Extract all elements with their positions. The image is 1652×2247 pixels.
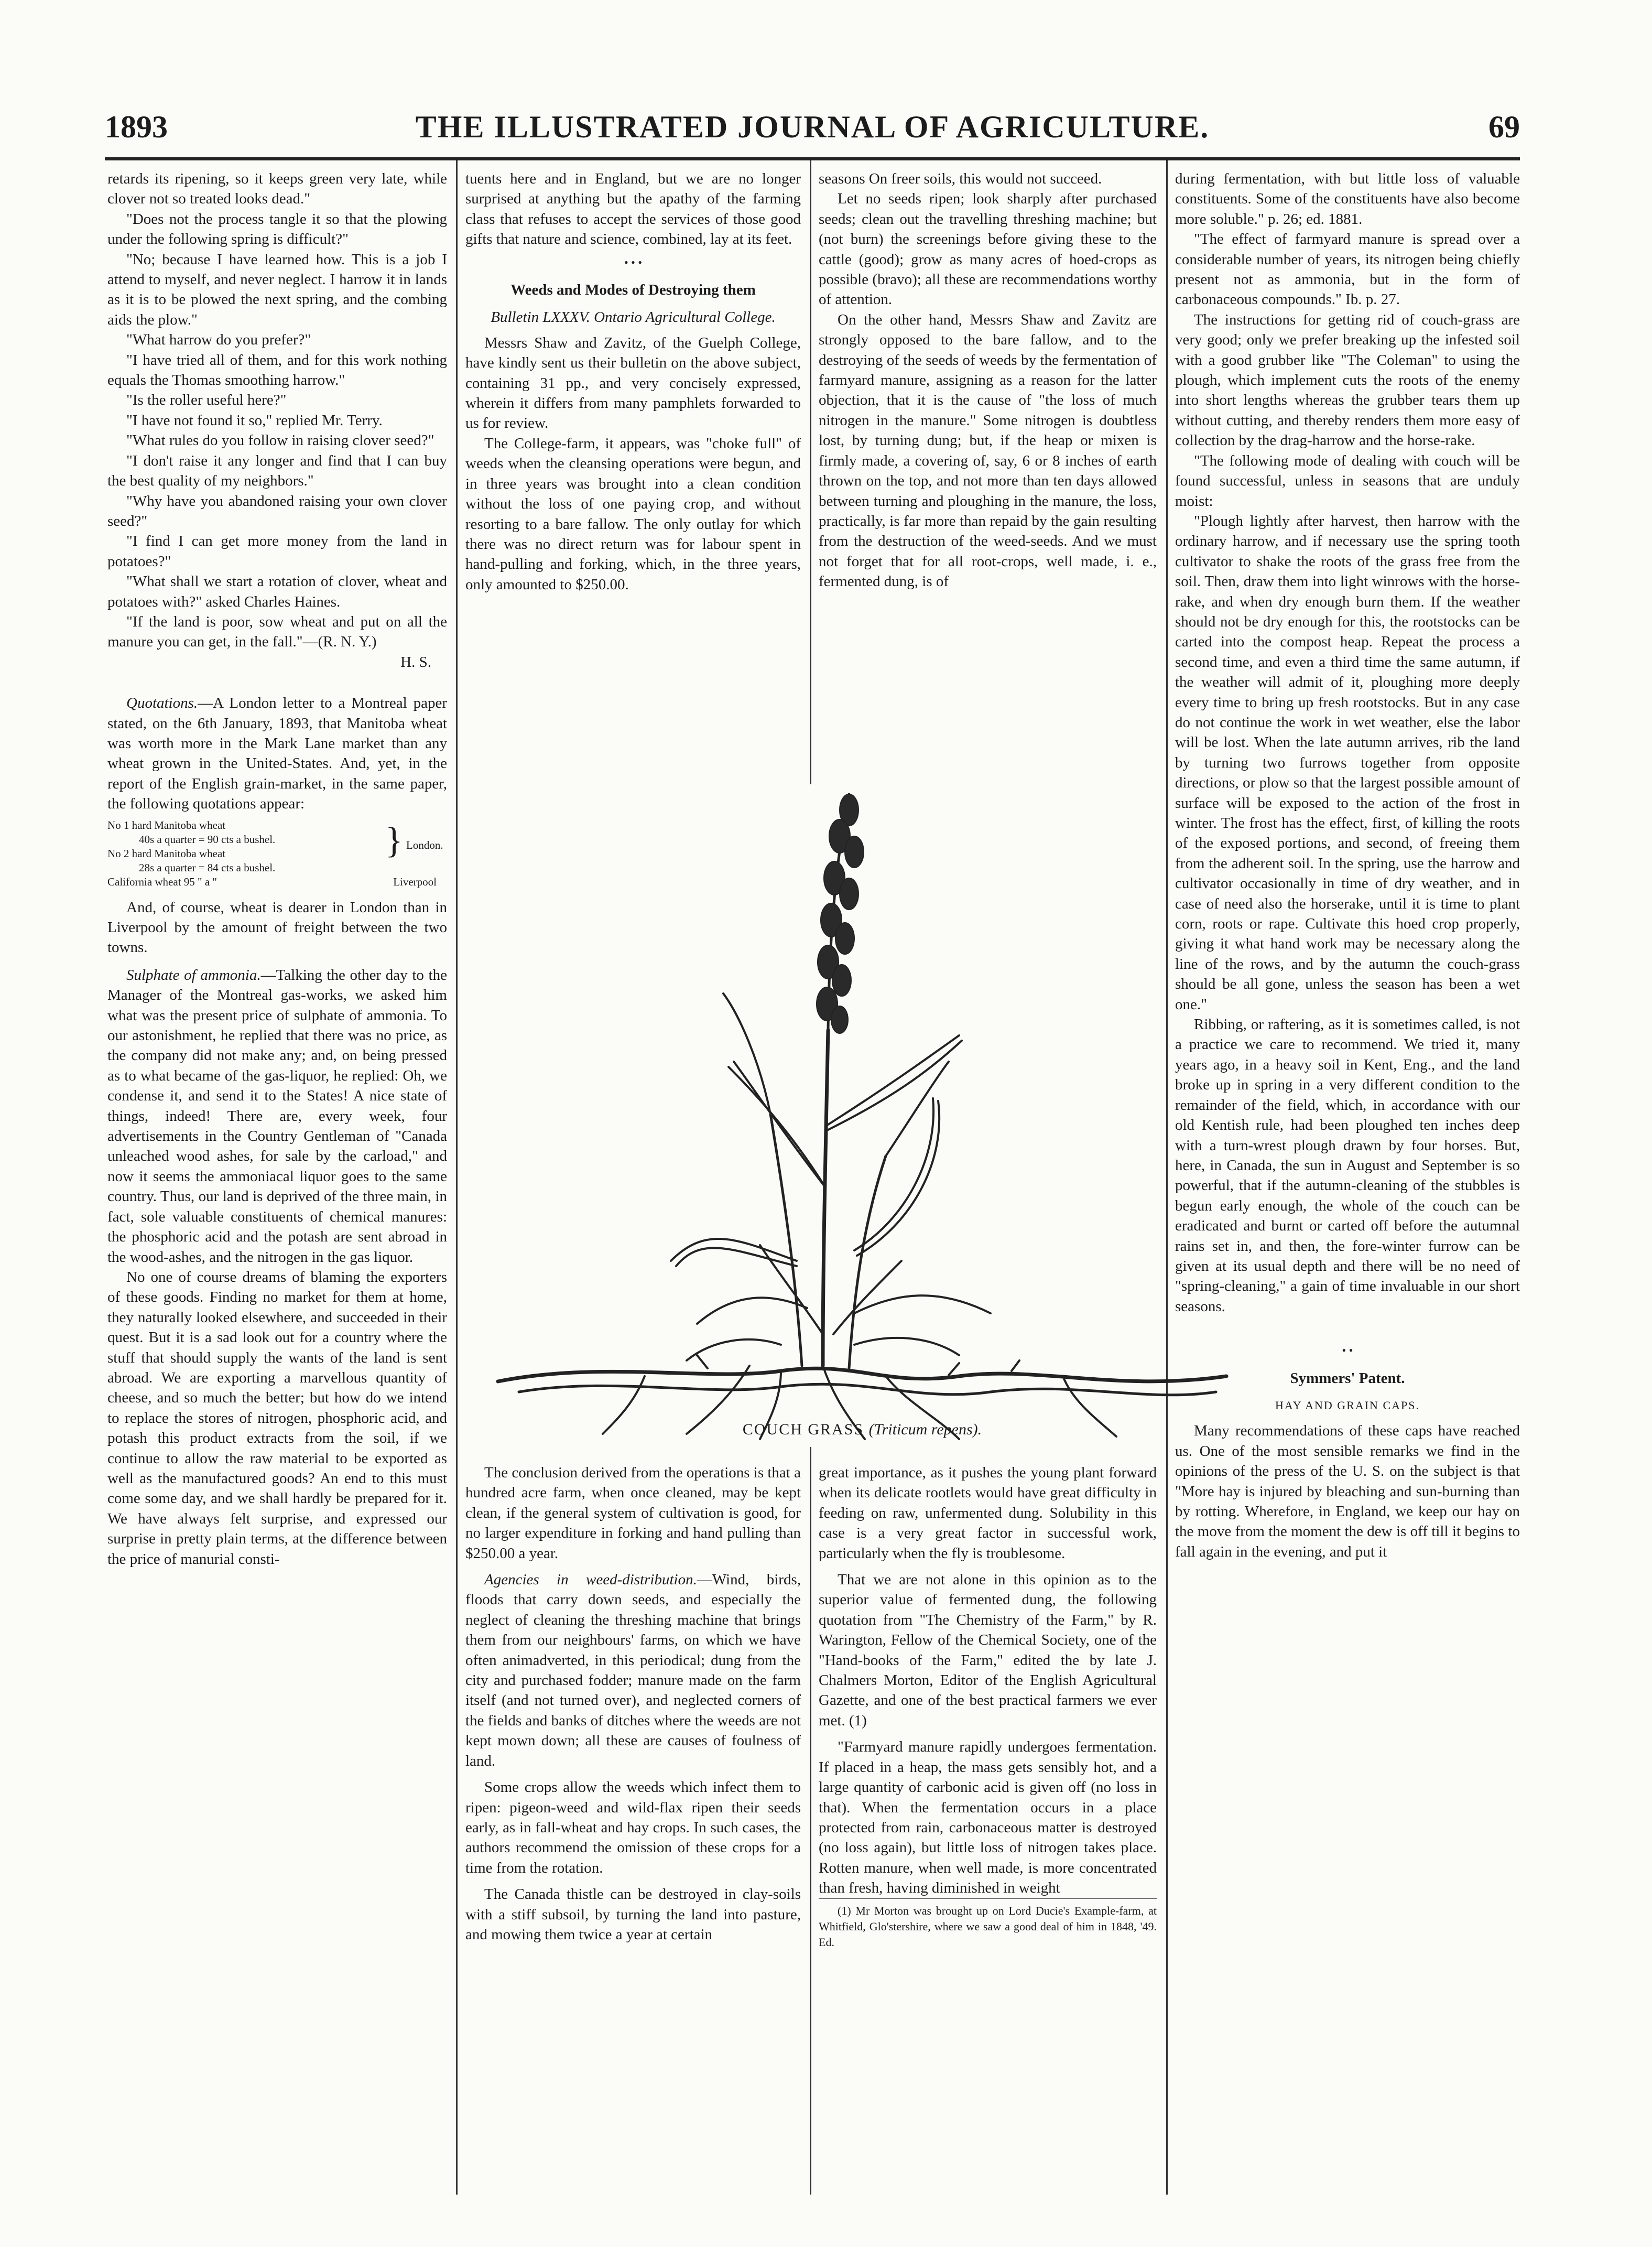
section-heading: Symmers' Patent. [1290,1369,1405,1387]
paragraph-body: —Wind, birds, floods that carry down seeds, and especially the neglect of cleaning the threshing machine that brings them from our neighbours' farms, on which we have often animadverted, in this periodical; dung from the city and purchased fodder; manure made on the farm itself (and not turned over), and neglected corners of the fields and banks of ditches where the weeds are not kept mown down; all these are causes of foulness of land. [465,1571,801,1769]
paragraph: "No; because I have learned how. This is a job I attend to myself, and never neglect. I harrow it in lands as it is to be plowed the next spring, and the combing aids the plow." [107,251,447,328]
figure-caption [487,1421,1237,1439]
page-header [105,105,1520,152]
ornament: • • [1342,1344,1353,1357]
signature: H. S. [400,653,431,671]
paragraph [465,1570,801,1771]
paragraph: "I have tried all of them, and for this work nothing equals the Thomas smoothing harrow." [107,351,447,389]
paragraph-body: —Talking the other day to the Manager of the Montreal gas-works, we asked him what was the present price of sulphate of ammonia. To our astonishment, he replied that there was no price, as the company did not make any; and, on being pressed as to what became of the gas-liquor, he replied: Oh, we condense it, and send it to the States! A nice state of things, indeed! There are, every week, four advertisements in the Country Gentleman of "Canada unleached wood ashes, for sale by the carload," and now it seems the ammoniacal liquor goes to the same country. Thus, our land is deprived of the three main, in fact, sole valuable constituents of chemical manures: the phosphoric acid and the potash are sent abroad in the wood-ashes, and the nitrogen in the gas liquor. [107,966,447,1266]
quote-line: 40s a quarter = 90 cts a bushel. [139,833,276,846]
paragraph: "If the land is poor, sow wheat and put on all the manure you can get, in the fall."—(R. N. Y.) [107,613,447,651]
paragraph: Many recommendations of these caps have reached us. One of the most sensible remarks we find in the opinions of the press of the U. S. on the subject is that "More hay is injured by bleaching and sun-burning than by rotting. Wherefore, in England, we keep our hay on the move from the moment the dew is off till it begins to fall again in the evening, and put it [1175,1422,1520,1560]
column-3-lower [819,1463,1157,2202]
run-in-heading: Quotations. [126,695,198,712]
footnote: (1) Mr Morton was brought up on Lord Ducie's Example-farm, at Whitfield, Glo'stershire, where we saw a good deal of him in 1848, '49. Ed. [819,1898,1157,1950]
paragraph: "Is the roller useful here?" [126,392,287,409]
paragraph: "Does not the process tangle it so that the plowing under the following spring is difficult?" [107,210,447,248]
column-divider [810,160,811,784]
page-number: 69 [1488,110,1520,144]
paragraph: The instructions for getting rid of couch-grass are very good; only we prefer breaking up the infested soil with a good grubber like "The Coleman" to using the plough, which implement cuts the roots of the enemy into short lengths whereas the grubber tears them up without cutting, and thereby renders them more easy of collection by the drag-harrow and the horse-rake. [1175,311,1520,449]
column-4 [1175,169,1520,2203]
column-3-upper [819,169,1157,790]
paragraph: during fermentation, with but little loss of valuable constituents. Some of the constituents have also become more soluble." p. 26; ed. 1881. [1175,170,1520,228]
subheading: HAY AND GRAIN CAPS. [1275,1398,1420,1412]
paragraph: The College-farm, it appears, was "choke full" of weeds when the cleansing operations were begun, and in three years was brought into a clean condition without the loss of one paying crop, and without resorting to a bare fallow. The only outlay for which there was no direct return was for labour spent in hand-pulling and forking, which, in the three years, only amounted to $250.00. [465,435,801,593]
couch-grass-illustration [487,789,1237,1450]
paragraph: No one of course dreams of blaming the exporters of these goods. Finding no market for them at home, they naturally looked elsewhere, and succeeded in their quest. But it is a sad look out for a country where the stuff that should supply the wants of the land is sent abroad. We are exporting a marvellous quantity of cheese, and so much the better; but how do we intend to replace the stores of nitrogen, phosphoric acid, and potash this product extracts from the soil, if we continue to allow the raw material to be exported as well as the manufactured goods? An end to this must come some day, and we shall hardly be prepared for it. We have always felt surprise, and expressed our surprise in pretty plain terms, at the difference between the price of manurial consti- [107,1268,447,1568]
run-in-heading: Agencies in weed-distribution. [484,1571,697,1589]
paragraph: "Plough lightly after harvest, then harrow with the ordinary harrow, and if necessary use the spring tooth cultivator to shake the roots of the grass free from the soil. Then, draw them into light winrows with the horse-rake, and when dry enough burn them. If the weather should not be dry enough for this, the rootstocks can be carted into the compost heap. Repeat the process a second time, and even a third time the same autumn, if the weather will admit of it, ploughing more deeply every time to bring up fresh rootstocks. But in any case do not continue the work in wet weather, else the labor will be lost. When the late autumn arrives, rib the land by turning two furrows together from opposite directions, or plow so that the largest possible amount of surface will be exposed to the action of the frost in winter. The frost has the effect, first, of killing the roots of the exposed portions, and second, of freeing them from the adherent soil. In the spring, use the harrow and cultivator occasionally in time of dry weather, and in case of need also the horserake, until it is time to plant corn, roots or rape. Cultivate this hoed crop properly, giving it what hand work may be necessary along the line of the rows, and by the autumn the couch-grass should be all gone, unless the season has been a wet one." [1175,512,1520,1013]
year: 1893 [105,110,168,144]
paragraph: tuents here and in England, but we are no longer surprised at anything but the apathy of the farming class that refuses to accept the services of those good gifts that nature and science, combined, lay at its feet. [465,170,801,248]
ornament: • • • [624,255,643,269]
brace: } [385,820,403,861]
quote-line: No 1 hard Manitoba wheat [107,818,226,831]
paragraph: retards its ripening, so it keeps green very late, while clover not so treated looks dead." [107,170,447,208]
paragraph: "I don't raise it any longer and find that I can buy the best quality of my neighbors." [107,452,447,490]
paragraph: "What shall we start a rotation of clover, wheat and potatoes with?" asked Charles Haines. [107,573,447,610]
section-heading: Weeds and Modes of Destroying them [510,282,756,299]
paragraph [107,693,447,814]
paragraph: That we are not alone in this opinion as to the superior value of fermented dung, the following quotation from "The Chemistry of the Farm," by R. Warington, Fellow of the Chemical Society, one of the "Hand-books of the Farm," edited the by late J. Chalmers Morton, Editor of the English Agricultural Gazette, and one of the best practical farmers we ever met. (1) [819,1571,1157,1729]
market-name: London. [406,838,443,851]
paragraph: "What harrow do you prefer?" [126,331,311,349]
bulletin-title: Bulletin LXXXV. Ontario Agricultural College. [491,309,776,326]
paragraph: "The effect of farmyard manure is spread over a considerable number of years, its nitrogen being chiefly present not as ammonia, but in the form of carbonaceous compounds." Ib. p. 27. [1175,231,1520,308]
column-1 [107,169,447,2203]
paragraph: Ribbing, or raftering, as it is sometimes called, is not a practice we care to recommend. We tried it, many years ago, in a heavy soil in Kent, Eng., and the land broke up in spring in a very different condition to the remainder of the field, which, in accordance with our old Kentish rule, had been ploughed ten inches deep with a turn-wrest plough drawn by four horses. But, here, in Canada, the sun in August and September is so powerful, that if the autumn-cleaning of the stubbles is begun early enough, the whole of the couch can be eradicated and burnt or carted off before the autumnal rains set in, and then, the fore-winter furrow can be given at its usual depth and there will be no need of "spring-cleaning," a gain of time invaluable in our short seasons. [1175,1016,1520,1315]
paragraph: "Farmyard manure rapidly undergoes fermentation. If placed in a heap, the mass gets sensibly hot, and a large quantity of carbonic acid is given off (no loss in that). When the fermentation occurs in a place protected from rain, carbonaceous matter is destroyed (no loss again), but little loss of nitrogen takes place. Rotten manure, when well made, is more concentrated than fresh, having diminished in weight [819,1738,1157,1897]
paragraph: "The following mode of dealing with couch will be found successful, unless in seasons that are unduly moist: [1175,452,1520,510]
caption-latin: (Triticum repens). [868,1421,982,1438]
paragraph: The conclusion derived from the operations is that a hundred acre farm, when once cleaned, may be kept clean, if the general system of cultivation is good, for no larger expenditure in forking and hand pulling than $250.00 a year. [465,1464,801,1562]
paragraph: Messrs Shaw and Zavitz, of the Guelph College, have kindly sent us their bulletin on the above subject, containing 31 pp., and very concisely expressed, wherein it differs from many pamphlets forwarded to us for review. [465,334,801,432]
paragraph: "I find I can get more money from the land in potatoes?" [107,533,447,570]
paragraph: On the other hand, Messrs Shaw and Zavitz are strongly opposed to the bare fallow, and to the destroying of the seeds of weeds by the fermentation of farmyard manure, assigning as a reason for the latter objection, that it is the cause of "the loss of much nitrogen in the manure." Some nitrogen is doubtless lost, by turning dung; but, if the heap or mixen is firmly made, a covering of, say, 6 or 8 inches of earth thrown on the top, and not more than ten days allowed between turning and ploughing in the manure, the loss, practically, is far more than repaid by the gain resulting from the destruction of the weed-seeds. And we must not forget that for all root-crops, well made, i. e., fermented dung, is of [819,311,1157,590]
paragraph [107,965,447,1267]
paragraph: great importance, as it pushes the young plant forward when its delicate rootlets would have great difficulty in feeding on raw, unfermented dung. Solubility in this case is a very great factor in successful work, particularly when the fly is troublesome. [819,1464,1157,1562]
paragraph: "Why have you abandoned raising your own clover seed?" [107,492,447,530]
caption-main: COUCH GRASS [742,1421,864,1438]
quote-line [107,875,447,889]
paragraph: The Canada thistle can be destroyed in clay-soils with a stiff subsoil, by turning the land into pasture, and mowing them twice a year at certain [465,1886,801,1943]
quote-line: 28s a quarter = 84 cts a bushel. [139,861,276,874]
paragraph: Let no seeds ripen; look sharply after purchased seeds; clean out the travelling threshing machine; but (not burn) the screenings before giving these to the cattle (good); grow as many acres of hoed-crops as possible (bravo); all these are recommendations worthy of attention. [819,190,1157,308]
paragraph: "What rules do you follow in raising clover seed?" [126,432,434,449]
quote-text: California wheat 95 " a " [107,875,217,888]
column-divider [456,160,458,2195]
paragraph: seasons On freer soils, this would not succeed. [819,170,1102,187]
market-name: Liverpool [393,875,437,888]
column-2-upper [465,169,801,790]
journal-title: THE ILLUSTRATED JOURNAL OF AGRICULTURE. [415,110,1210,144]
column-divider [810,1447,811,2195]
paragraph: Some crops allow the weeds which infect them to ripen: pigeon-weed and wild-flax ripen their seeds early, as in fall-wheat and hay crops. In such cases, the authors recommend the omission of these crops for a time from the rotation. [465,1779,801,1876]
paragraph-body: —A London letter to a Montreal paper stated, on the 6th January, 1893, that Manitoba wheat was worth more in the Mark Lane market than any wheat grown in the United-States. And, yet, in the report of the English grain-market, in the same paper, the following quotations appear: [107,695,447,813]
header-rule [105,157,1520,160]
run-in-heading: Sulphate of ammonia. [126,966,261,984]
column-2-lower [465,1463,801,2202]
quote-line: No 2 hard Manitoba wheat [107,847,226,860]
paragraph: And, of course, wheat is dearer in London than in Liverpool by the amount of freight between the two towns. [107,899,447,956]
price-quotations [107,818,447,889]
paragraph: "I have not found it so," replied Mr. Terry. [126,412,383,429]
